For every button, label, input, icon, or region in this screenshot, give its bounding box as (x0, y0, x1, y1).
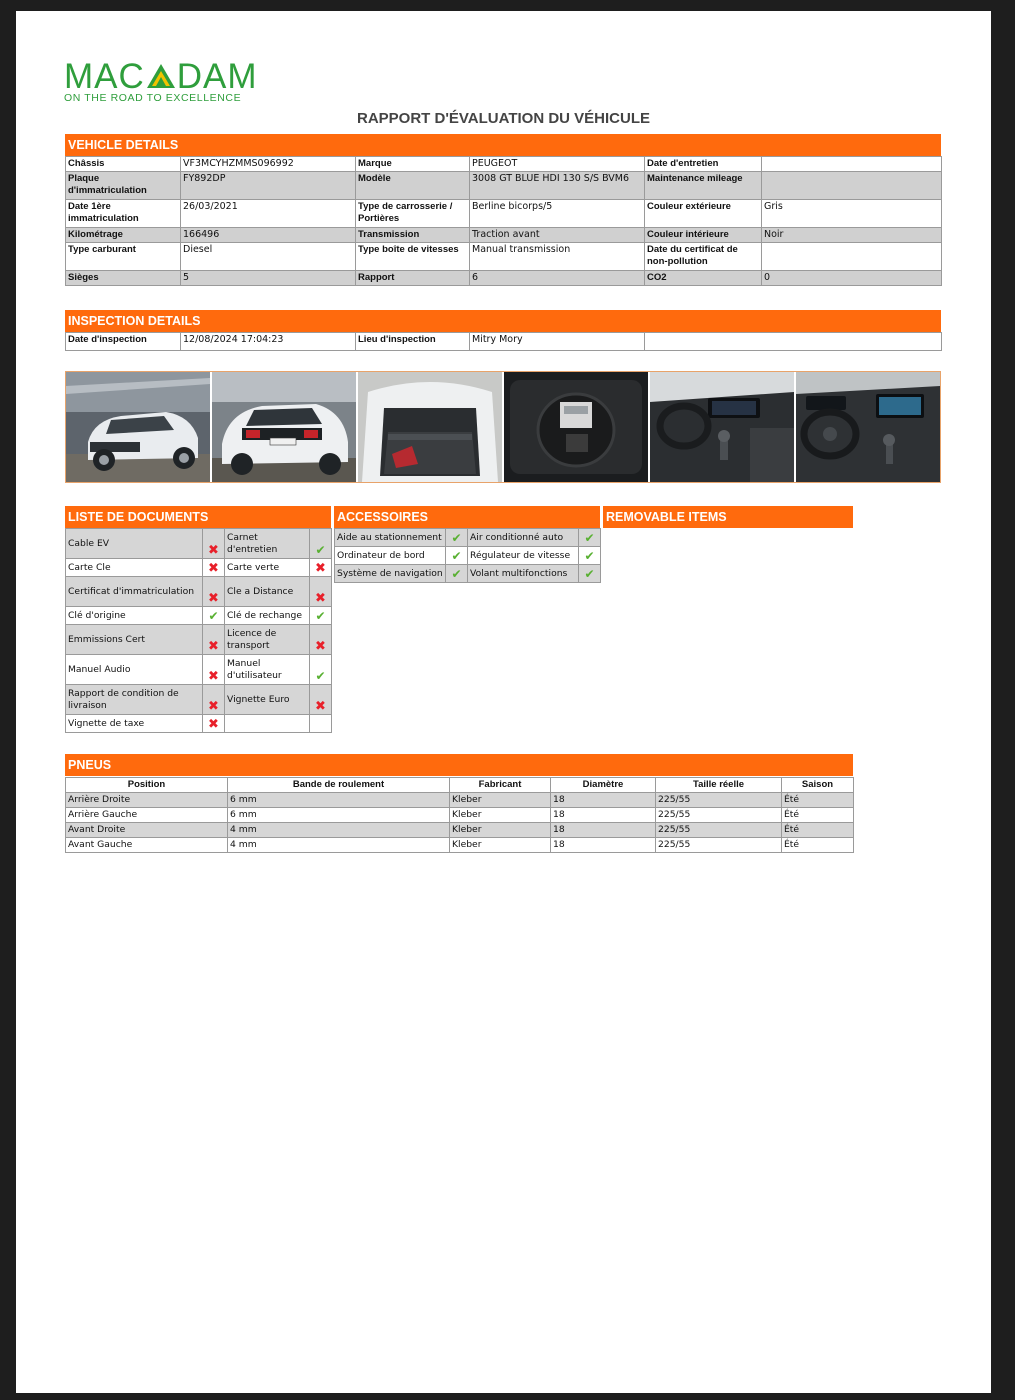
cross-icon: ✖ (208, 717, 219, 732)
documents-item-name: Vignette de taxe (66, 715, 203, 733)
vehicle-field-label: CO2 (645, 271, 762, 286)
tyres-cell: Arrière Droite (66, 793, 228, 808)
tyres-cell: 225/55 (656, 793, 782, 808)
documents-item-name: Carte Cle (66, 559, 203, 577)
tyres-column-header: Position (66, 778, 228, 793)
tyres-column-header: Bande de roulement (228, 778, 450, 793)
documents-item-status (203, 607, 225, 625)
logo-text-right: DAM (176, 57, 258, 96)
vehicle-field-value (762, 157, 942, 172)
documents-item-name: Cable EV (66, 529, 203, 559)
tyres-cell: 18 (551, 808, 656, 823)
documents-item-status (203, 625, 225, 655)
accessories-item-name: Volant multifonctions (468, 565, 579, 583)
cross-icon: ✖ (315, 639, 326, 654)
vehicle-field-value: Berline bicorps/5 (470, 200, 645, 228)
vehicle-row (66, 157, 942, 172)
check-icon: ✔ (451, 549, 462, 563)
cross-icon: ✖ (208, 669, 219, 684)
vehicle-field-value: 6 (470, 271, 645, 286)
documents-row (66, 577, 332, 607)
photo-front-three-quarter[interactable] (66, 372, 210, 482)
documents-item-status (310, 607, 332, 625)
vehicle-field-value: Gris (762, 200, 942, 228)
inspection-date-label: Date d'inspection (66, 333, 181, 351)
documents-row (66, 685, 332, 715)
check-icon: ✔ (315, 609, 326, 623)
documents-item-status (203, 577, 225, 607)
inspection-place-label: Lieu d'inspection (356, 333, 470, 351)
cross-icon: ✖ (315, 561, 326, 576)
tyres-table (65, 777, 854, 853)
tyres-cell: Été (782, 838, 854, 853)
documents-item-name: Clé de rechange (225, 607, 310, 625)
vehicle-details-heading: VEHICLE DETAILS (65, 134, 941, 156)
vehicle-field-label: Type boîte de vitesses (356, 243, 470, 271)
vehicle-field-value: Diesel (181, 243, 356, 271)
vehicle-field-value: 26/03/2021 (181, 200, 356, 228)
documents-item-name: Cle a Distance (225, 577, 310, 607)
accessories-item-status (579, 529, 601, 547)
tyres-cell: Avant Gauche (66, 838, 228, 853)
documents-item-name: Manuel Audio (66, 655, 203, 685)
accessories-row (335, 547, 601, 565)
tyres-cell: 18 (551, 793, 656, 808)
documents-item-name: Clé d'origine (66, 607, 203, 625)
tyres-cell: Kleber (450, 823, 551, 838)
accessories-item-name: Aide au stationnement (335, 529, 446, 547)
tyres-cell: 4 mm (228, 823, 450, 838)
tyres-row (66, 823, 854, 838)
tyres-cell: 18 (551, 823, 656, 838)
check-icon: ✔ (208, 609, 219, 623)
vehicle-field-value (762, 172, 942, 200)
vehicle-row (66, 172, 942, 200)
documents-item-name (225, 715, 310, 733)
vehicle-row (66, 200, 942, 228)
tyres-column-header: Saison (782, 778, 854, 793)
tyres-row (66, 838, 854, 853)
tyres-cell: Kleber (450, 793, 551, 808)
documents-item-status (310, 655, 332, 685)
photo-spare-wheel-well[interactable] (504, 372, 648, 482)
vehicle-field-label: Plaque d'immatriculation (66, 172, 181, 200)
vehicle-field-value: PEUGEOT (470, 157, 645, 172)
logo-triangle-icon (146, 60, 176, 86)
tyres-heading: PNEUS (65, 754, 853, 776)
vehicle-details-table (65, 156, 942, 286)
tyres-cell: Été (782, 793, 854, 808)
brand-logo (64, 59, 258, 95)
documents-item-name: Carnet d'entretien (225, 529, 310, 559)
tyres-cell: 225/55 (656, 838, 782, 853)
accessories-item-name: Ordinateur de bord (335, 547, 446, 565)
tyres-cell: 6 mm (228, 793, 450, 808)
tyres-cell: Kleber (450, 838, 551, 853)
cross-icon: ✖ (208, 543, 219, 558)
documents-item-status (203, 685, 225, 715)
accessories-row (335, 529, 601, 547)
accessories-table (334, 528, 601, 583)
vehicle-field-label: Sièges (66, 271, 181, 286)
documents-item-status (310, 715, 332, 733)
inspection-details-heading: INSPECTION DETAILS (65, 310, 941, 332)
logo-text-left: MAC (64, 57, 145, 96)
documents-item-status (203, 655, 225, 685)
inspection-empty-cell (645, 333, 942, 351)
vehicle-field-label: Transmission (356, 228, 470, 243)
logo-tagline: ON THE ROAD TO EXCELLENCE (64, 92, 242, 104)
vehicle-field-value: VF3MCYHZMMS096992 (181, 157, 356, 172)
vehicle-field-value: Traction avant (470, 228, 645, 243)
tyres-cell: 225/55 (656, 808, 782, 823)
vehicle-field-label: Type carburant (66, 243, 181, 271)
tyres-row (66, 808, 854, 823)
check-icon: ✔ (584, 531, 595, 545)
tyres-column-header: Fabricant (450, 778, 551, 793)
inspection-date-value: 12/08/2024 17:04:23 (181, 333, 356, 351)
tyres-cell: 18 (551, 838, 656, 853)
documents-row (66, 529, 332, 559)
vehicle-field-value: FY892DP (181, 172, 356, 200)
accessories-item-status (446, 529, 468, 547)
tyres-cell: Été (782, 823, 854, 838)
check-icon: ✔ (584, 549, 595, 563)
inspection-place-value: Mitry Mory (470, 333, 645, 351)
documents-heading: LISTE DE DOCUMENTS (65, 506, 331, 528)
vehicle-field-label: Marque (356, 157, 470, 172)
vehicle-field-value: 166496 (181, 228, 356, 243)
check-icon: ✔ (451, 531, 462, 545)
tyres-row (66, 793, 854, 808)
documents-item-status (310, 685, 332, 715)
vehicle-row (66, 243, 942, 271)
documents-item-status (203, 529, 225, 559)
cross-icon: ✖ (208, 639, 219, 654)
photo-dashboard-manual-gearbox[interactable] (650, 372, 794, 482)
documents-row (66, 655, 332, 685)
check-icon: ✔ (451, 567, 462, 581)
accessories-item-status (446, 547, 468, 565)
documents-item-status (310, 529, 332, 559)
documents-item-name: Licence de transport (225, 625, 310, 655)
vehicle-field-label: Châssis (66, 157, 181, 172)
tyres-cell: Été (782, 808, 854, 823)
tyres-cell: Arrière Gauche (66, 808, 228, 823)
photo-steering-wheel-cockpit[interactable] (796, 372, 940, 482)
vehicle-field-value: 3008 GT BLUE HDI 130 S/S BVM6 (470, 172, 645, 200)
accessories-row (335, 565, 601, 583)
check-icon: ✔ (315, 669, 326, 683)
documents-table (65, 528, 332, 733)
documents-item-name: Manuel d'utilisateur (225, 655, 310, 685)
cross-icon: ✖ (208, 561, 219, 576)
tyres-column-header: Diamètre (551, 778, 656, 793)
documents-item-name: Carte verte (225, 559, 310, 577)
accessories-item-name: Air conditionné auto (468, 529, 579, 547)
tyres-cell: 6 mm (228, 808, 450, 823)
vehicle-field-value: 0 (762, 271, 942, 286)
vehicle-field-label: Date d'entretien (645, 157, 762, 172)
tyres-column-header: Taille réelle (656, 778, 782, 793)
vehicle-row (66, 228, 942, 243)
vehicle-field-label: Kilométrage (66, 228, 181, 243)
accessories-item-status (446, 565, 468, 583)
photo-open-trunk[interactable] (358, 372, 502, 482)
cross-icon: ✖ (208, 699, 219, 714)
documents-item-status (310, 625, 332, 655)
check-icon: ✔ (584, 567, 595, 581)
vehicle-field-label: Type de carrosserie / Portières (356, 200, 470, 228)
vehicle-field-label: Maintenance mileage (645, 172, 762, 200)
vehicle-field-value: Manual transmission (470, 243, 645, 271)
documents-item-status (310, 559, 332, 577)
vehicle-field-label: Modèle (356, 172, 470, 200)
documents-row (66, 559, 332, 577)
cross-icon: ✖ (315, 591, 326, 606)
documents-item-status (310, 577, 332, 607)
accessories-item-status (579, 565, 601, 583)
documents-item-status (203, 715, 225, 733)
documents-item-status (203, 559, 225, 577)
tyres-cell: Avant Droite (66, 823, 228, 838)
vehicle-field-label: Couleur intérieure (645, 228, 762, 243)
accessories-item-name: Régulateur de vitesse (468, 547, 579, 565)
vehicle-row (66, 271, 942, 286)
documents-item-name: Emmissions Cert (66, 625, 203, 655)
tyres-cell: 4 mm (228, 838, 450, 853)
accessories-heading: ACCESSOIRES (334, 506, 600, 528)
tyres-cell: Kleber (450, 808, 551, 823)
photo-rear-three-quarter[interactable] (212, 372, 356, 482)
vehicle-field-label: Date 1ère immatriculation (66, 200, 181, 228)
vehicle-field-label: Rapport (356, 271, 470, 286)
cross-icon: ✖ (208, 591, 219, 606)
vehicle-field-label: Couleur extérieure (645, 200, 762, 228)
accessories-item-status (579, 547, 601, 565)
vehicle-field-value: Noir (762, 228, 942, 243)
documents-item-name: Rapport de condition de livraison (66, 685, 203, 715)
tyres-header-row (66, 778, 854, 793)
accessories-item-name: Système de navigation (335, 565, 446, 583)
tyres-cell: 225/55 (656, 823, 782, 838)
vehicle-field-value (762, 243, 942, 271)
documents-item-name: Certificat d'immatriculation (66, 577, 203, 607)
document-title: RAPPORT D'ÉVALUATION DU VÉHICULE (356, 110, 651, 127)
cross-icon: ✖ (315, 699, 326, 714)
vehicle-field-value: 5 (181, 271, 356, 286)
inspection-details-table (65, 332, 942, 351)
documents-row (66, 715, 332, 733)
documents-row (66, 625, 332, 655)
vehicle-field-label: Date du certificat de non-pollution (645, 243, 762, 271)
vehicle-photo-strip (65, 371, 941, 483)
check-icon: ✔ (315, 543, 326, 557)
removable-items-heading: REMOVABLE ITEMS (603, 506, 853, 528)
documents-item-name: Vignette Euro (225, 685, 310, 715)
report-page (16, 11, 991, 1393)
documents-row (66, 607, 332, 625)
